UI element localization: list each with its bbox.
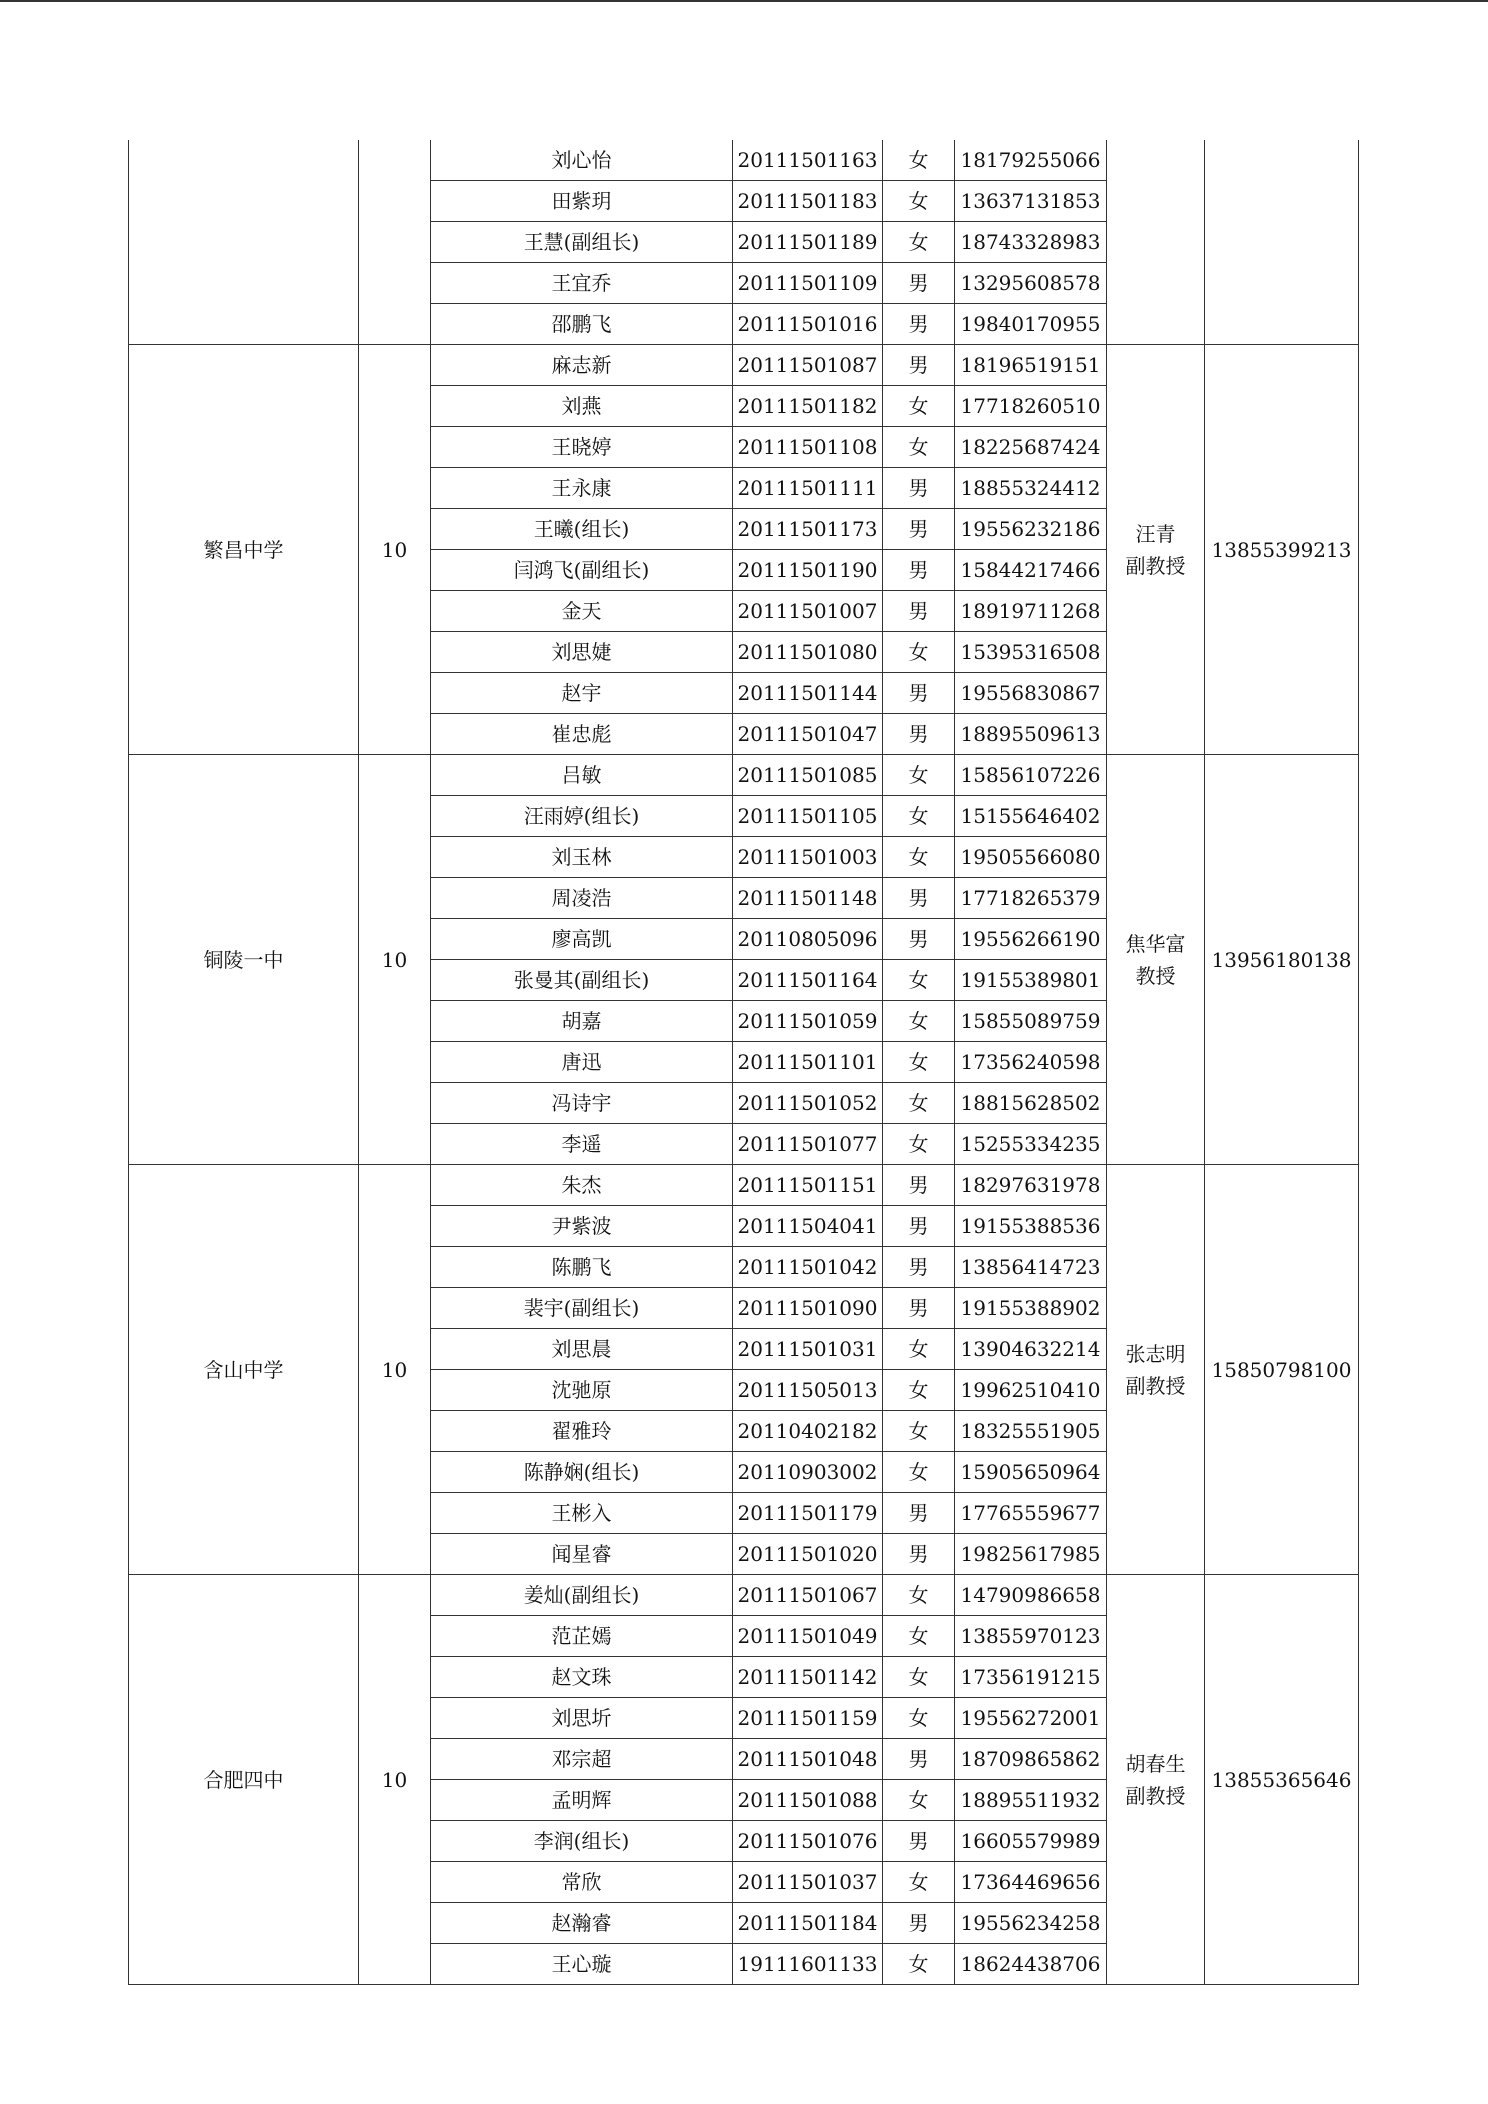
student-phone-cell: 17364469656 — [955, 1862, 1107, 1903]
student-id-cell: 19111601133 — [733, 1944, 883, 1985]
gender-cell: 女 — [883, 1616, 955, 1657]
student-count-cell — [359, 140, 431, 345]
advisor-phone-cell: 13855399213 — [1205, 345, 1359, 755]
student-id-cell: 20111501049 — [733, 1616, 883, 1657]
student-name-cell: 李遥 — [431, 1124, 733, 1165]
gender-cell: 女 — [883, 1124, 955, 1165]
student-phone-cell: 18297631978 — [955, 1165, 1107, 1206]
student-count-cell: 10 — [359, 1165, 431, 1575]
student-phone-cell: 15855089759 — [955, 1001, 1107, 1042]
student-name-cell: 王宜乔 — [431, 263, 733, 304]
student-phone-cell: 15856107226 — [955, 755, 1107, 796]
student-id-cell: 20111501087 — [733, 345, 883, 386]
student-id-cell: 20111501179 — [733, 1493, 883, 1534]
gender-cell: 男 — [883, 1534, 955, 1575]
gender-cell: 男 — [883, 1165, 955, 1206]
gender-cell: 男 — [883, 1739, 955, 1780]
gender-cell: 男 — [883, 1493, 955, 1534]
student-id-cell: 20111501067 — [733, 1575, 883, 1616]
student-id-cell: 20111501151 — [733, 1165, 883, 1206]
student-phone-cell: 18855324412 — [955, 468, 1107, 509]
student-roster-table — [128, 140, 1359, 1985]
gender-cell: 男 — [883, 345, 955, 386]
gender-cell: 女 — [883, 427, 955, 468]
student-id-cell: 20111505013 — [733, 1370, 883, 1411]
gender-cell: 男 — [883, 1288, 955, 1329]
student-id-cell: 20111501182 — [733, 386, 883, 427]
student-phone-cell: 19825617985 — [955, 1534, 1107, 1575]
student-name-cell: 姜灿(副组长) — [431, 1575, 733, 1616]
student-name-cell: 赵瀚睿 — [431, 1903, 733, 1944]
advisor-title: 教授 — [1135, 963, 1176, 988]
student-phone-cell: 19155389801 — [955, 960, 1107, 1001]
student-id-cell: 20111504041 — [733, 1206, 883, 1247]
student-phone-cell: 15844217466 — [955, 550, 1107, 591]
page-top-border — [0, 0, 1488, 2]
gender-cell: 男 — [883, 468, 955, 509]
student-id-cell: 20111501016 — [733, 304, 883, 345]
student-name-cell: 麻志新 — [431, 345, 733, 386]
student-count-cell: 10 — [359, 345, 431, 755]
advisor-name: 张志明 — [1125, 1341, 1186, 1366]
student-count-cell: 10 — [359, 1575, 431, 1985]
gender-cell: 女 — [883, 1698, 955, 1739]
advisor-cell — [1107, 1575, 1205, 1985]
student-id-cell: 20111501059 — [733, 1001, 883, 1042]
student-name-cell: 李润(组长) — [431, 1821, 733, 1862]
student-id-cell: 20111501090 — [733, 1288, 883, 1329]
student-name-cell: 赵文珠 — [431, 1657, 733, 1698]
student-phone-cell: 13295608578 — [955, 263, 1107, 304]
advisor-cell — [1107, 140, 1205, 345]
student-id-cell: 20110402182 — [733, 1411, 883, 1452]
table-row — [129, 1165, 1359, 1206]
student-phone-cell: 19556266190 — [955, 919, 1107, 960]
gender-cell: 男 — [883, 673, 955, 714]
gender-cell: 女 — [883, 140, 955, 181]
roster-body — [129, 140, 1359, 1985]
student-name-cell: 王心璇 — [431, 1944, 733, 1985]
gender-cell: 女 — [883, 386, 955, 427]
gender-cell: 女 — [883, 1657, 955, 1698]
gender-cell: 女 — [883, 1329, 955, 1370]
school-cell: 含山中学 — [129, 1165, 359, 1575]
student-name-cell: 朱杰 — [431, 1165, 733, 1206]
student-name-cell: 王彬入 — [431, 1493, 733, 1534]
student-name-cell: 刘玉林 — [431, 837, 733, 878]
student-name-cell: 王永康 — [431, 468, 733, 509]
student-id-cell: 20111501184 — [733, 1903, 883, 1944]
student-phone-cell: 16605579989 — [955, 1821, 1107, 1862]
student-phone-cell: 15155646402 — [955, 796, 1107, 837]
student-name-cell: 陈静娴(组长) — [431, 1452, 733, 1493]
student-name-cell: 沈驰原 — [431, 1370, 733, 1411]
advisor-cell — [1107, 1165, 1205, 1575]
table-row — [129, 755, 1359, 796]
student-id-cell: 20111501148 — [733, 878, 883, 919]
student-id-cell: 20111501111 — [733, 468, 883, 509]
student-name-cell: 金天 — [431, 591, 733, 632]
student-id-cell: 20111501164 — [733, 960, 883, 1001]
gender-cell: 女 — [883, 1452, 955, 1493]
student-id-cell: 20111501173 — [733, 509, 883, 550]
student-phone-cell: 19556272001 — [955, 1698, 1107, 1739]
student-name-cell: 周凌浩 — [431, 878, 733, 919]
student-name-cell: 田紫玥 — [431, 181, 733, 222]
gender-cell: 男 — [883, 878, 955, 919]
student-name-cell: 刘心怡 — [431, 140, 733, 181]
student-id-cell: 20111501109 — [733, 263, 883, 304]
student-id-cell: 20111501108 — [733, 427, 883, 468]
student-name-cell: 邓宗超 — [431, 1739, 733, 1780]
student-phone-cell: 19962510410 — [955, 1370, 1107, 1411]
advisor-title: 副教授 — [1125, 1373, 1186, 1398]
student-name-cell: 崔忠彪 — [431, 714, 733, 755]
student-id-cell: 20111501048 — [733, 1739, 883, 1780]
student-id-cell: 20111501037 — [733, 1862, 883, 1903]
student-id-cell: 20111501003 — [733, 837, 883, 878]
student-phone-cell: 15255334235 — [955, 1124, 1107, 1165]
gender-cell: 男 — [883, 263, 955, 304]
student-id-cell: 20111501020 — [733, 1534, 883, 1575]
student-name-cell: 胡嘉 — [431, 1001, 733, 1042]
advisor-title: 副教授 — [1125, 1783, 1186, 1808]
student-id-cell: 20111501105 — [733, 796, 883, 837]
student-name-cell: 张曼其(副组长) — [431, 960, 733, 1001]
gender-cell: 女 — [883, 796, 955, 837]
student-phone-cell: 19155388536 — [955, 1206, 1107, 1247]
gender-cell: 女 — [883, 1042, 955, 1083]
student-name-cell: 孟明辉 — [431, 1780, 733, 1821]
student-name-cell: 赵宇 — [431, 673, 733, 714]
student-phone-cell: 17356240598 — [955, 1042, 1107, 1083]
student-id-cell: 20111501101 — [733, 1042, 883, 1083]
gender-cell: 男 — [883, 509, 955, 550]
student-id-cell: 20111501189 — [733, 222, 883, 263]
student-id-cell: 20111501183 — [733, 181, 883, 222]
student-phone-cell: 15395316508 — [955, 632, 1107, 673]
advisor-phone-cell: 13855365646 — [1205, 1575, 1359, 1985]
student-id-cell: 20111501031 — [733, 1329, 883, 1370]
gender-cell: 男 — [883, 1903, 955, 1944]
advisor-name: 胡春生 — [1125, 1751, 1186, 1776]
advisor-phone-cell — [1205, 140, 1359, 345]
student-name-cell: 汪雨婷(组长) — [431, 796, 733, 837]
gender-cell: 男 — [883, 304, 955, 345]
student-phone-cell: 13855970123 — [955, 1616, 1107, 1657]
school-cell: 繁昌中学 — [129, 345, 359, 755]
student-phone-cell: 18919711268 — [955, 591, 1107, 632]
advisor-title: 副教授 — [1125, 553, 1186, 578]
student-name-cell: 廖高凯 — [431, 919, 733, 960]
student-phone-cell: 18196519151 — [955, 345, 1107, 386]
student-name-cell: 尹紫波 — [431, 1206, 733, 1247]
student-phone-cell: 19505566080 — [955, 837, 1107, 878]
student-name-cell: 刘思圻 — [431, 1698, 733, 1739]
gender-cell: 男 — [883, 1247, 955, 1288]
gender-cell: 男 — [883, 1821, 955, 1862]
student-id-cell: 20111501080 — [733, 632, 883, 673]
gender-cell: 女 — [883, 837, 955, 878]
student-phone-cell: 15905650964 — [955, 1452, 1107, 1493]
student-name-cell: 翟雅玲 — [431, 1411, 733, 1452]
student-name-cell: 陈鹏飞 — [431, 1247, 733, 1288]
student-name-cell: 范芷嫣 — [431, 1616, 733, 1657]
gender-cell: 男 — [883, 550, 955, 591]
student-phone-cell: 19556830867 — [955, 673, 1107, 714]
student-count-cell: 10 — [359, 755, 431, 1165]
student-name-cell: 王曦(组长) — [431, 509, 733, 550]
student-name-cell: 刘思婕 — [431, 632, 733, 673]
student-name-cell: 王慧(副组长) — [431, 222, 733, 263]
student-phone-cell: 18895509613 — [955, 714, 1107, 755]
student-name-cell: 邵鹏飞 — [431, 304, 733, 345]
student-phone-cell: 18225687424 — [955, 427, 1107, 468]
student-id-cell: 20111501085 — [733, 755, 883, 796]
gender-cell: 女 — [883, 1575, 955, 1616]
student-id-cell: 20111501007 — [733, 591, 883, 632]
student-name-cell: 吕敏 — [431, 755, 733, 796]
student-id-cell: 20111501047 — [733, 714, 883, 755]
school-cell: 铜陵一中 — [129, 755, 359, 1165]
student-id-cell: 20111501076 — [733, 1821, 883, 1862]
school-cell: 合肥四中 — [129, 1575, 359, 1985]
gender-cell: 女 — [883, 1411, 955, 1452]
student-id-cell: 20111501190 — [733, 550, 883, 591]
advisor-name: 焦华富 — [1125, 931, 1186, 956]
student-name-cell: 闻星睿 — [431, 1534, 733, 1575]
student-name-cell: 冯诗宇 — [431, 1083, 733, 1124]
gender-cell: 女 — [883, 1083, 955, 1124]
student-name-cell: 闫鸿飞(副组长) — [431, 550, 733, 591]
student-phone-cell: 18325551905 — [955, 1411, 1107, 1452]
student-id-cell: 20111501159 — [733, 1698, 883, 1739]
student-phone-cell: 19155388902 — [955, 1288, 1107, 1329]
gender-cell: 男 — [883, 1206, 955, 1247]
school-cell — [129, 140, 359, 345]
gender-cell: 女 — [883, 1370, 955, 1411]
gender-cell: 女 — [883, 181, 955, 222]
gender-cell: 女 — [883, 755, 955, 796]
student-name-cell: 刘燕 — [431, 386, 733, 427]
student-phone-cell: 13637131853 — [955, 181, 1107, 222]
student-id-cell: 20111501144 — [733, 673, 883, 714]
advisor-cell — [1107, 345, 1205, 755]
gender-cell: 男 — [883, 919, 955, 960]
gender-cell: 女 — [883, 1862, 955, 1903]
student-name-cell: 刘思晨 — [431, 1329, 733, 1370]
student-name-cell: 唐迅 — [431, 1042, 733, 1083]
student-name-cell: 常欣 — [431, 1862, 733, 1903]
student-phone-cell: 19556234258 — [955, 1903, 1107, 1944]
gender-cell: 男 — [883, 714, 955, 755]
student-phone-cell: 19840170955 — [955, 304, 1107, 345]
student-phone-cell: 13856414723 — [955, 1247, 1107, 1288]
student-phone-cell: 18624438706 — [955, 1944, 1107, 1985]
student-id-cell: 20111501052 — [733, 1083, 883, 1124]
table-row — [129, 140, 1359, 181]
student-id-cell: 20111501077 — [733, 1124, 883, 1165]
student-phone-cell: 17718260510 — [955, 386, 1107, 427]
student-phone-cell: 14790986658 — [955, 1575, 1107, 1616]
advisor-phone-cell: 15850798100 — [1205, 1165, 1359, 1575]
gender-cell: 女 — [883, 632, 955, 673]
student-phone-cell: 18895511932 — [955, 1780, 1107, 1821]
gender-cell: 女 — [883, 1001, 955, 1042]
advisor-cell — [1107, 755, 1205, 1165]
student-id-cell: 20110805096 — [733, 919, 883, 960]
student-phone-cell: 18709865862 — [955, 1739, 1107, 1780]
student-id-cell: 20111501042 — [733, 1247, 883, 1288]
student-name-cell: 王晓婷 — [431, 427, 733, 468]
student-phone-cell: 18179255066 — [955, 140, 1107, 181]
student-phone-cell: 17718265379 — [955, 878, 1107, 919]
student-phone-cell: 17356191215 — [955, 1657, 1107, 1698]
advisor-name: 汪青 — [1135, 521, 1176, 546]
gender-cell: 女 — [883, 960, 955, 1001]
student-id-cell: 20111501088 — [733, 1780, 883, 1821]
student-id-cell: 20111501142 — [733, 1657, 883, 1698]
student-phone-cell: 18815628502 — [955, 1083, 1107, 1124]
table-row — [129, 1575, 1359, 1616]
gender-cell: 女 — [883, 1780, 955, 1821]
student-name-cell: 裴宇(副组长) — [431, 1288, 733, 1329]
student-phone-cell: 13904632214 — [955, 1329, 1107, 1370]
gender-cell: 女 — [883, 1944, 955, 1985]
gender-cell: 女 — [883, 222, 955, 263]
table-row — [129, 345, 1359, 386]
student-phone-cell: 18743328983 — [955, 222, 1107, 263]
gender-cell: 男 — [883, 591, 955, 632]
student-phone-cell: 19556232186 — [955, 509, 1107, 550]
student-phone-cell: 17765559677 — [955, 1493, 1107, 1534]
student-id-cell: 20110903002 — [733, 1452, 883, 1493]
advisor-phone-cell: 13956180138 — [1205, 755, 1359, 1165]
student-id-cell: 20111501163 — [733, 140, 883, 181]
